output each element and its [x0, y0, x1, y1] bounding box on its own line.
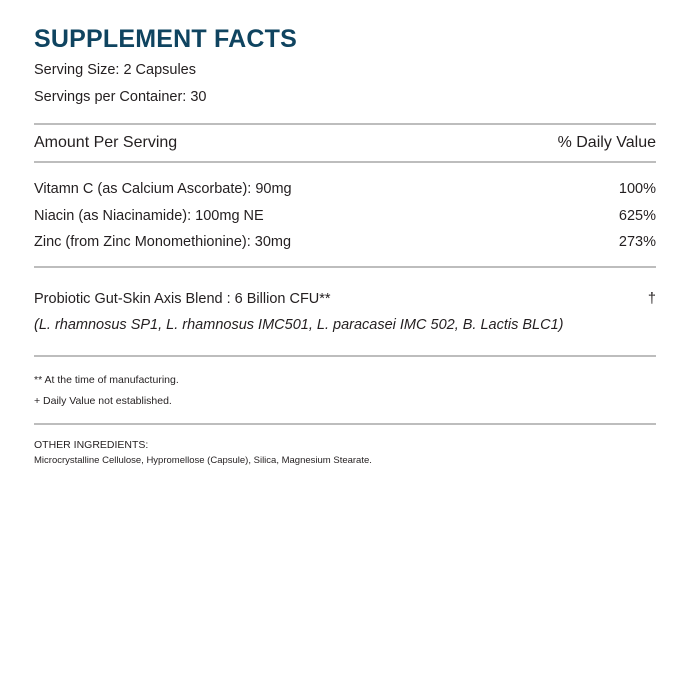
- daily-value-label: % Daily Value: [557, 134, 656, 151]
- nutrient-dv: 273%: [618, 234, 656, 250]
- blend-dv: †: [647, 290, 656, 307]
- footnote-daily-value: + Daily Value not established.: [34, 394, 172, 407]
- panel-title: SUPPLEMENT FACTS: [34, 25, 297, 53]
- other-ingredients-title: OTHER INGREDIENTS:: [34, 438, 149, 451]
- footnote-manufacturing: ** At the time of manufacturing.: [34, 373, 179, 386]
- nutrient-name: Vitamn C (as Calcium Ascorbate):: [34, 181, 256, 197]
- servings-per-container: Servings per Container: 30: [34, 89, 207, 105]
- blend-label: [34, 286, 331, 312]
- nutrient-dv: 625%: [618, 207, 656, 224]
- column-header: [34, 125, 656, 161]
- divider: [34, 266, 656, 268]
- nutrient-row-zinc: [34, 229, 656, 256]
- divider: [34, 423, 656, 425]
- amount-per-serving-label: Amount Per Serving: [34, 134, 178, 151]
- supplement-facts-panel: [34, 24, 656, 469]
- other-ingredients-text: Microcrystalline Cellulose, Hypromellose (Capsule), Silica, Magnesium Stearate.: [34, 454, 372, 466]
- nutrient-row-niacin: [34, 203, 656, 230]
- blend-strains: (L. rhamnosus SP1, L. rhamnosus IMC501, L. paracasei IMC 502, B. Lactis BLC1): [34, 316, 564, 333]
- nutrient-label: [34, 203, 264, 230]
- nutrient-amount: 90mg: [255, 181, 292, 197]
- nutrient-name: Zinc (from Zinc Monomethionine):: [34, 234, 255, 250]
- nutrient-dv: 100%: [618, 181, 656, 197]
- blend-amount: 6 Billion CFU**: [234, 290, 331, 307]
- divider: [34, 355, 656, 357]
- nutrient-label: [34, 176, 292, 203]
- nutrient-amount: 100mg NE: [195, 207, 264, 224]
- divider: [34, 161, 656, 163]
- serving-size: Serving Size: 2 Capsules: [34, 62, 196, 78]
- probiotic-blend-row: [34, 286, 656, 312]
- nutrient-amount: 30mg: [254, 234, 292, 250]
- nutrient-name: Niacin (as Niacinamide):: [34, 207, 196, 224]
- nutrient-row-vitamin-c: [34, 176, 656, 203]
- blend-name: Probiotic Gut-Skin Axis Blend :: [34, 290, 235, 307]
- nutrient-label: [34, 229, 291, 256]
